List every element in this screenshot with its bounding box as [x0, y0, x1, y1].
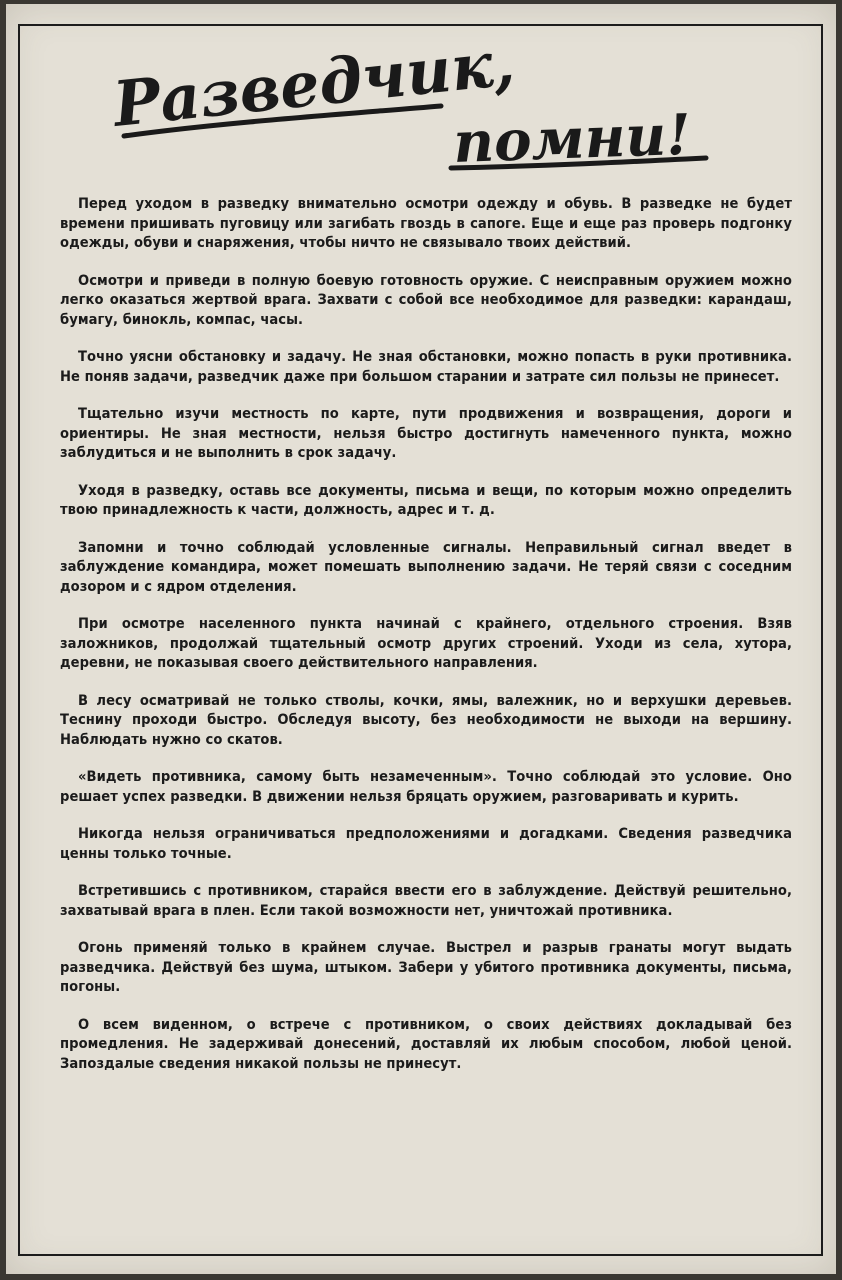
- paragraph-3: Точно уясни обстановку и задачу. Не зная обстановки, можно попасть в руки противника. Не поняв задачи, разведчик даже при большом старании и затрате сил пользы не принесет.: [60, 348, 792, 385]
- paragraph-8: В лесу осматривай не только стволы, кочки, ямы, валежник, но и верхушки деревьев. Теснину проходи быстро. Обследуя высоту, без необходимости не выходи на вершину. Наблюдать нужно со скатов.: [60, 691, 792, 748]
- paragraph-1: Перед уходом в разведку внимательно осмотри одежду и обувь. В разведке не будет времени пришивать пуговицу или загибать гвоздь в сапоге. Еще и еще раз проверь подгонку одежды, обуви и снаряжения, чтобы ничто не связывало твоих действий.: [60, 195, 792, 251]
- title-line-2: помни!: [452, 101, 692, 176]
- paragraph-13: О всем виденном, о встрече с противником, о своих действиях докладывай без промедления. Не задерживай донесений, доставляй их любым способом, любой ценой. Запоздалые сведения никакой пользы не принесут.: [60, 1015, 792, 1072]
- paragraph-11: Встретившись с противником, старайся ввести его в заблуждение. Действуй решительно, захватывай врага в плен. Если такой возможности нет, уничтожай противника.: [60, 882, 792, 919]
- paragraph-10: Никогда нельзя ограничиваться предположениями и догадками. Сведения разведчика ценны только точные.: [60, 825, 792, 862]
- paragraph-7: При осмотре населенного пункта начинай с крайнего, отдельного строения. Взяв заложников, продолжай тщательный осмотр других строений. Уходи из села, хутора, деревни, не показывая своего действительного направления.: [60, 615, 792, 671]
- title-lettering: [46, 26, 806, 184]
- paragraph-2: Осмотри и приведи в полную боевую готовность оружие. С неисправным оружием можно легко оказаться жертвой врага. Захвати с собой все необходимое для разведки: карандаш, бумагу, бинокль, компас, часы.: [60, 271, 792, 328]
- poster-title: [46, 26, 806, 184]
- poster-body: [60, 194, 792, 1091]
- poster-sheet: [6, 4, 836, 1274]
- paragraph-12: Огонь применяй только в крайнем случае. Выстрел и разрыв гранаты могут выдать разведчика. Действуй без шума, штыком. Забери у убитого противника документы, письма, погоны.: [60, 939, 792, 995]
- paragraph-6: Запомни и точно соблюдай условленные сигналы. Неправильный сигнал введет в заблуждение командира, может помешать выполнению задачи. Не теряй связи с соседним дозором и с ядром отделения.: [60, 538, 792, 595]
- title-line-1: Разведчик,: [109, 26, 518, 141]
- paragraph-9: «Видеть противника, самому быть незамеченным». Точно соблюдай это условие. Оно решает успех разведки. В движении нельзя бряцать оружием, разговаривать и курить.: [60, 768, 792, 805]
- paragraph-5: Уходя в разведку, оставь все документы, письма и вещи, по которым можно определить твою принадлежность к части, должность, адрес и т. д.: [60, 481, 792, 518]
- paragraph-4: Тщательно изучи местность по карте, пути продвижения и возвращения, дороги и ориентиры. Не зная местности, нельзя быстро достигнуть намеченного пункта, можно заблудиться и не выполнить в срок задачу.: [60, 405, 792, 461]
